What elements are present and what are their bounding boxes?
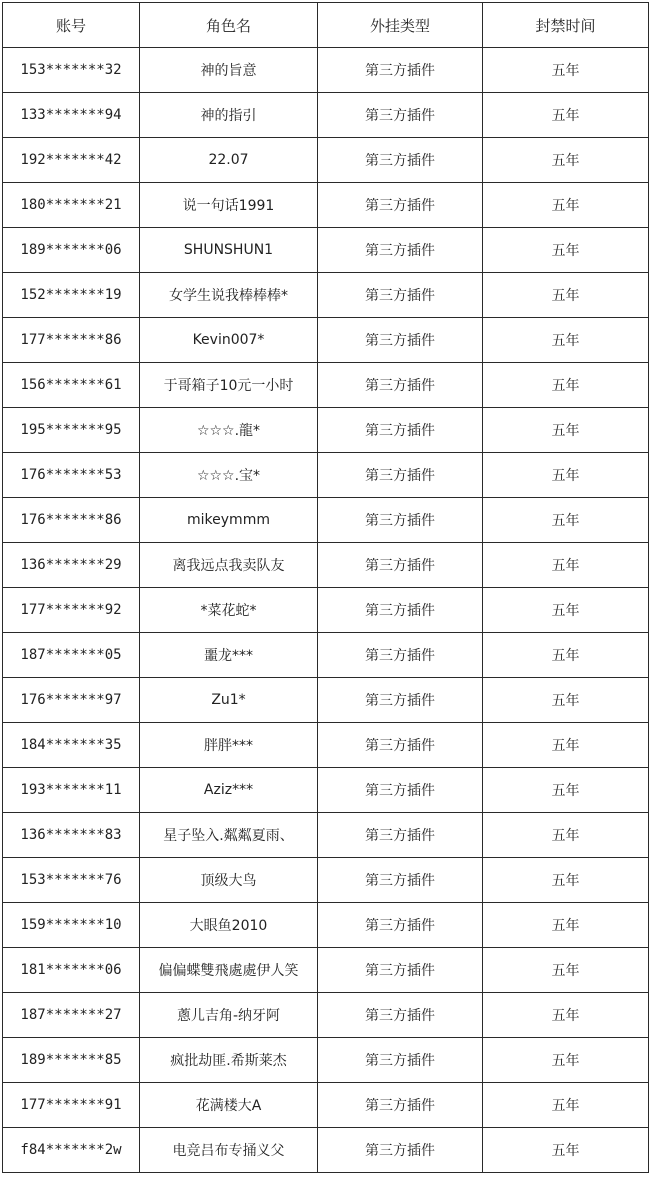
- account-cell: 187*******27: [3, 993, 140, 1038]
- account-cell: 177*******91: [3, 1083, 140, 1128]
- account-cell: 159*******10: [3, 903, 140, 948]
- cheat-type-cell: 第三方插件: [318, 273, 483, 318]
- cheat-type-cell: 第三方插件: [318, 363, 483, 408]
- character-name-cell: 顶级大鸟: [140, 858, 318, 903]
- cheat-type-cell: 第三方插件: [318, 768, 483, 813]
- cheat-type-cell: 第三方插件: [318, 993, 483, 1038]
- account-cell: 177*******86: [3, 318, 140, 363]
- character-name-cell: ☆☆☆.龍*: [140, 408, 318, 453]
- ban-duration-cell: 五年: [483, 903, 649, 948]
- character-name-cell: 女学生说我棒棒棒*: [140, 273, 318, 318]
- account-cell: 136*******29: [3, 543, 140, 588]
- character-name-cell: ☆☆☆.宝*: [140, 453, 318, 498]
- character-name-cell: 胖胖***: [140, 723, 318, 768]
- cheat-type-cell: 第三方插件: [318, 858, 483, 903]
- account-cell: 133*******94: [3, 93, 140, 138]
- table-row: [3, 408, 649, 453]
- ban-duration-cell: 五年: [483, 93, 649, 138]
- header-cheat-type: 外挂类型: [318, 3, 483, 48]
- character-name-cell: Kevin007*: [140, 318, 318, 363]
- account-cell: 176*******97: [3, 678, 140, 723]
- ban-duration-cell: 五年: [483, 768, 649, 813]
- account-cell: 181*******06: [3, 948, 140, 993]
- account-cell: 189*******85: [3, 1038, 140, 1083]
- character-name-cell: 大眼鱼2010: [140, 903, 318, 948]
- character-name-cell: 蔥儿吉角-纳牙阿: [140, 993, 318, 1038]
- ban-duration-cell: 五年: [483, 228, 649, 273]
- character-name-cell: SHUNSHUN1: [140, 228, 318, 273]
- table-row: [3, 723, 649, 768]
- table-row: [3, 588, 649, 633]
- header-row: [3, 3, 649, 48]
- ban-duration-cell: 五年: [483, 678, 649, 723]
- table-row: [3, 633, 649, 678]
- ban-duration-cell: 五年: [483, 588, 649, 633]
- table-row: [3, 93, 649, 138]
- table-row: [3, 993, 649, 1038]
- cheat-type-cell: 第三方插件: [318, 948, 483, 993]
- table-row: [3, 183, 649, 228]
- table-row: [3, 498, 649, 543]
- table-row: [3, 138, 649, 183]
- table-row: [3, 273, 649, 318]
- ban-duration-cell: 五年: [483, 723, 649, 768]
- character-name-cell: Zu1*: [140, 678, 318, 723]
- ban-duration-cell: 五年: [483, 453, 649, 498]
- character-name-cell: 于哥箱子10元一小时: [140, 363, 318, 408]
- table-body: [3, 48, 649, 1173]
- cheat-type-cell: 第三方插件: [318, 1083, 483, 1128]
- cheat-type-cell: 第三方插件: [318, 588, 483, 633]
- character-name-cell: 离我远点我卖队友: [140, 543, 318, 588]
- cheat-type-cell: 第三方插件: [318, 498, 483, 543]
- account-cell: 192*******42: [3, 138, 140, 183]
- cheat-type-cell: 第三方插件: [318, 453, 483, 498]
- cheat-type-cell: 第三方插件: [318, 48, 483, 93]
- ban-duration-cell: 五年: [483, 273, 649, 318]
- ban-duration-cell: 五年: [483, 633, 649, 678]
- account-cell: 193*******11: [3, 768, 140, 813]
- cheat-type-cell: 第三方插件: [318, 408, 483, 453]
- table-row: [3, 768, 649, 813]
- table-row: [3, 948, 649, 993]
- table-row: [3, 318, 649, 363]
- ban-list-table: [2, 2, 649, 1173]
- cheat-type-cell: 第三方插件: [318, 228, 483, 273]
- character-name-cell: 电竞吕布专捅义父: [140, 1128, 318, 1173]
- account-cell: f84*******2w: [3, 1128, 140, 1173]
- cheat-type-cell: 第三方插件: [318, 813, 483, 858]
- ban-duration-cell: 五年: [483, 183, 649, 228]
- table-row: [3, 1083, 649, 1128]
- character-name-cell: 神的旨意: [140, 48, 318, 93]
- cheat-type-cell: 第三方插件: [318, 138, 483, 183]
- table-row: [3, 903, 649, 948]
- ban-duration-cell: 五年: [483, 813, 649, 858]
- table-row: [3, 453, 649, 498]
- ban-duration-cell: 五年: [483, 408, 649, 453]
- account-cell: 176*******53: [3, 453, 140, 498]
- ban-duration-cell: 五年: [483, 1083, 649, 1128]
- character-name-cell: mikeymmm: [140, 498, 318, 543]
- account-cell: 156*******61: [3, 363, 140, 408]
- ban-duration-cell: 五年: [483, 1128, 649, 1173]
- character-name-cell: Aziz***: [140, 768, 318, 813]
- cheat-type-cell: 第三方插件: [318, 1038, 483, 1083]
- table-row: [3, 1128, 649, 1173]
- ban-duration-cell: 五年: [483, 993, 649, 1038]
- ban-duration-cell: 五年: [483, 498, 649, 543]
- character-name-cell: 花满楼大A: [140, 1083, 318, 1128]
- header-account: 账号: [3, 3, 140, 48]
- character-name-cell: 偏偏蝶雙飛處處伊人笑: [140, 948, 318, 993]
- cheat-type-cell: 第三方插件: [318, 183, 483, 228]
- account-cell: 152*******19: [3, 273, 140, 318]
- account-cell: 136*******83: [3, 813, 140, 858]
- account-cell: 187*******05: [3, 633, 140, 678]
- ban-duration-cell: 五年: [483, 543, 649, 588]
- cheat-type-cell: 第三方插件: [318, 903, 483, 948]
- cheat-type-cell: 第三方插件: [318, 678, 483, 723]
- character-name-cell: 说一句话1991: [140, 183, 318, 228]
- ban-duration-cell: 五年: [483, 948, 649, 993]
- ban-duration-cell: 五年: [483, 858, 649, 903]
- table-row: [3, 858, 649, 903]
- cheat-type-cell: 第三方插件: [318, 93, 483, 138]
- table-row: [3, 543, 649, 588]
- character-name-cell: *菜花蛇*: [140, 588, 318, 633]
- account-cell: 153*******76: [3, 858, 140, 903]
- header-ban-duration: 封禁时间: [483, 3, 649, 48]
- account-cell: 189*******06: [3, 228, 140, 273]
- table-row: [3, 813, 649, 858]
- table-row: [3, 678, 649, 723]
- character-name-cell: 神的指引: [140, 93, 318, 138]
- account-cell: 177*******92: [3, 588, 140, 633]
- character-name-cell: 22.07: [140, 138, 318, 183]
- account-cell: 184*******35: [3, 723, 140, 768]
- ban-duration-cell: 五年: [483, 48, 649, 93]
- table-row: [3, 48, 649, 93]
- cheat-type-cell: 第三方插件: [318, 318, 483, 363]
- header-character-name: 角色名: [140, 3, 318, 48]
- character-name-cell: 噩龙***: [140, 633, 318, 678]
- character-name-cell: 疯批劫匪.希斯莱杰: [140, 1038, 318, 1083]
- cheat-type-cell: 第三方插件: [318, 1128, 483, 1173]
- ban-duration-cell: 五年: [483, 138, 649, 183]
- table-row: [3, 228, 649, 273]
- ban-duration-cell: 五年: [483, 318, 649, 363]
- character-name-cell: 星子坠入.粼粼夏雨、: [140, 813, 318, 858]
- cheat-type-cell: 第三方插件: [318, 633, 483, 678]
- ban-duration-cell: 五年: [483, 363, 649, 408]
- cheat-type-cell: 第三方插件: [318, 723, 483, 768]
- account-cell: 180*******21: [3, 183, 140, 228]
- account-cell: 153*******32: [3, 48, 140, 93]
- table-row: [3, 363, 649, 408]
- account-cell: 195*******95: [3, 408, 140, 453]
- ban-duration-cell: 五年: [483, 1038, 649, 1083]
- table-header: [3, 3, 649, 48]
- account-cell: 176*******86: [3, 498, 140, 543]
- table-row: [3, 1038, 649, 1083]
- cheat-type-cell: 第三方插件: [318, 543, 483, 588]
